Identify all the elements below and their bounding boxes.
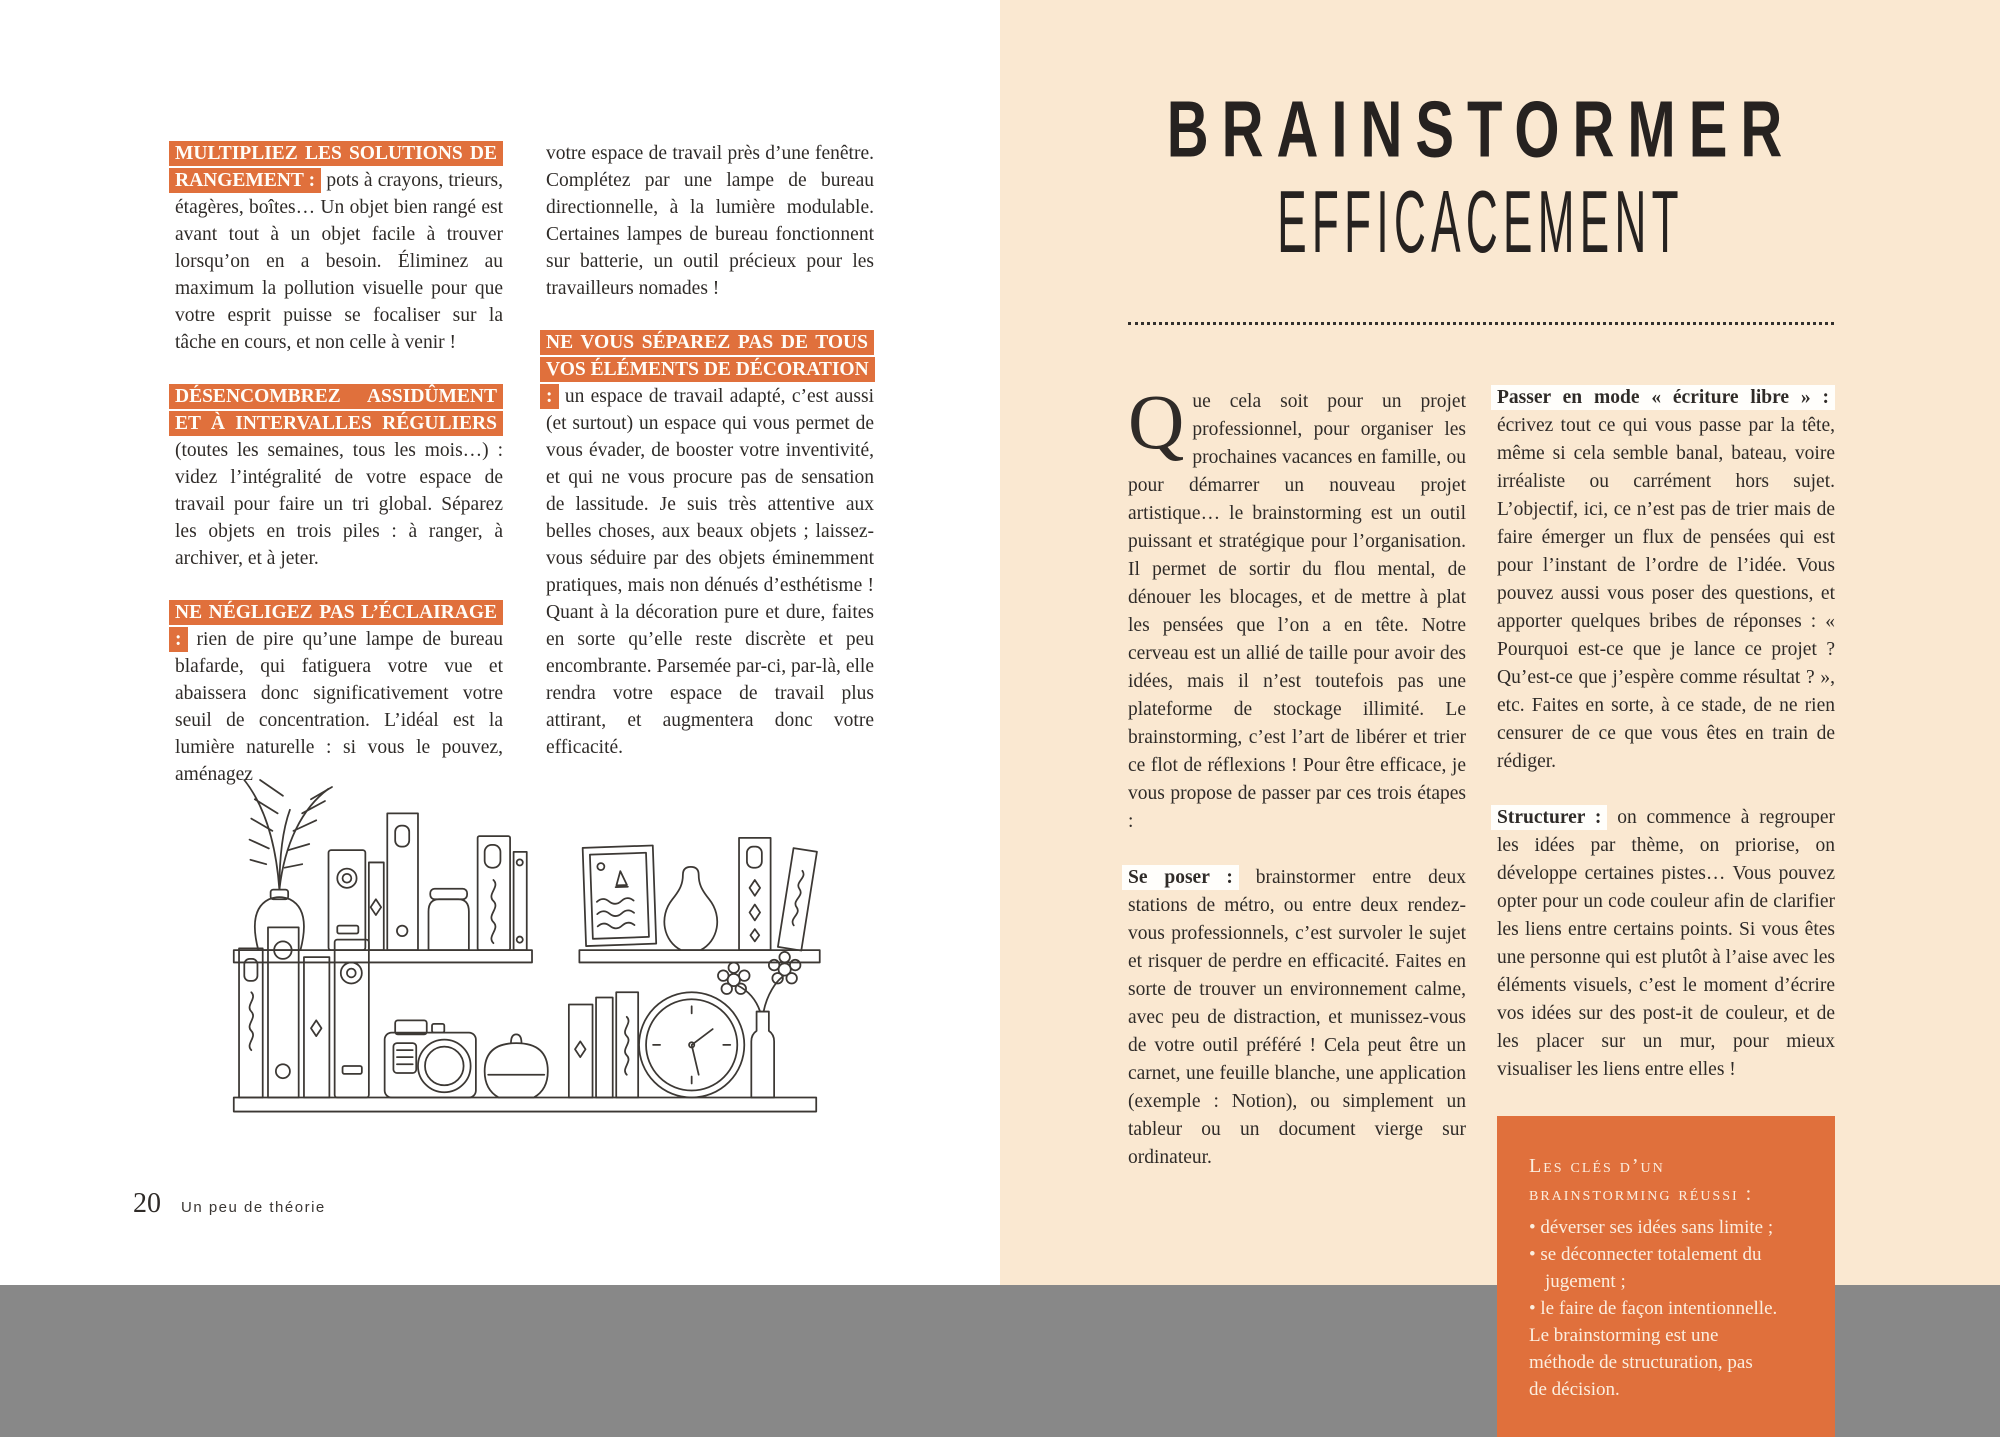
right-column-2 [1497,384,1835,1437]
key-points-callout [1497,1116,1835,1437]
callout-title: Les clés d’un brainstorming réussi : [1529,1155,1754,1205]
intro-text: ue cela soit pour un projet professionnel, pour organiser les prochaines vacances en famille, ou pour démarrer un nouveau projet artistique… le brainstorming est un outil puissant et stratégique pour l’organisation. Il permet de sortir du flou mental, de dénouer les blocages, et de mettre à plat les pensées que l’on a en tête. Notre cerveau est un allié de taille pour avoir des idées, mais il n’est toutefois pas une plateforme de stockage illimité. Le brainstorming, c’est l’art de libérer et trier ce flot de réflexions ! Pour être efficace, je vous propose de passer par ces trois étapes : [1128,391,1466,832]
dotted-divider [1128,322,1834,325]
callout-bullet: • déverser ses idées sans limite ; [1529,1214,1804,1241]
chapter-title: Un peu de théorie [181,1199,326,1216]
callout-outro: Le brainstorming est une méthode de structuration, pas de décision. [1529,1325,1753,1400]
step-text: on commence à regrouper les idées par thème, on priorise, on développe certaines pistes… Vous pouvez opter pour un code couleur afin de clarifier les liens entre certains points. Si vous êtes une personne qui est plutôt à l’aise avec les éléments visuels, c’est le moment d’écrire vos idées sur des post-it de couleur, et de les placer sur un mur, pour mieux visualiser les liens entre elles ! [1497,807,1836,1080]
right-column-1 [1128,378,1466,1200]
callout-bullet: • le faire de façon intentionnelle. [1529,1295,1804,1322]
intro-paragraph [1128,378,1466,836]
section-declutter [175,383,503,572]
step-se-poser [1128,864,1466,1172]
page-number: 20 [133,1188,161,1219]
chapter-heading [1128,84,1834,272]
section-text: votre espace de travail près d’une fenêtre. Complétez par une lampe de bureau directionnelle, à la lumière modulable. Certaines lampes de bureau fonctionnent sur batterie, un outil précieux pour les travailleurs nomades ! [546,143,874,299]
title-line-2: EFFICACEMENT [1277,173,1685,272]
drop-cap: Q [1128,378,1185,465]
section-text: rien de pire qu’une lampe de bureau blafarde, qui fatiguera votre vue et abaissera donc significativement votre seuil de concentration. L’idéal est la lumière naturelle : si vous le pouvez, aménagez [175,629,503,785]
section-heading: DÉSENCOMBREZ ASSIDÛMENT ET À INTERVALLES RÉGULIERS [169,384,503,436]
section-lighting-continued [546,140,874,302]
step-structurer [1497,804,1835,1084]
section-heading: NE NÉGLIGEZ PAS L’ÉCLAIRAGE : [169,600,503,652]
section-storage [175,140,503,356]
section-text: pots à crayons, trieurs, étagères, boîtes… Un objet bien rangé est avant tout à un objet facile à trouver lorsqu’on en a besoin. Éliminez au maximum la pollution visuelle pour que votre esprit puisse se focaliser sur la tâche en cours, et non celle à venir ! [175,170,504,353]
section-heading: NE VOUS SÉPAREZ PAS DE TOUS VOS ÉLÉMENTS DE DÉCORATION : [540,330,875,409]
step-ecriture-libre [1497,384,1835,776]
section-heading: MULTIPLIEZ LES SOLUTIONS DE RANGEMENT : [169,141,503,193]
section-text: un espace de travail adapté, c’est aussi (et surtout) un espace qui vous permet de vous évader, de booster votre inventivité, et qui ne vous procure pas de sensation de lassitude. Je suis très attentive aux belles choses, aux beaux objets ; laissez-vous séduire par des objets éminemment pratiques, mais non dénués d’esthétisme ! Quant à la décoration pure et dure, faites en sorte qu’elle reste discrète et peu encombrante. Parsemée par-ci, par-là, elle rendra votre espace de travail plus attirant, et augmentera donc votre efficacité. [546,386,874,758]
callout-bullet-list [1529,1214,1804,1322]
step-label: Structurer : [1491,805,1607,830]
section-text: (toutes les semaines, tous les mois…) : videz l’intégralité de votre espace de travail pour faire un tri global. Séparez les objets en trois piles : à ranger, à archiver, et à jeter. [175,440,503,569]
step-label: Passer en mode « écriture libre » : [1491,385,1835,410]
step-label: Se poser : [1122,865,1239,890]
step-text: brainstormer entre deux stations de métro, ou entre deux rendez-vous professionnels, c’est survoler le sujet et risquer de perdre en efficacité. Faites en sorte de trouver un environnement calme, avec peu de distraction, et munissez-vous de votre outil préféré ! Cela peut être un carnet, une feuille blanche, une application (exemple : Notion), ou simplement un tableur ou un document vierge sur ordinateur. [1128,867,1466,1168]
shelves-illustration [225,628,825,1146]
page-footer [133,1188,326,1220]
callout-bullet: • se déconnecter totalement du jugement ; [1529,1241,1804,1295]
title-line-1: BRAINSTORMER [1166,84,1796,175]
step-text: écrivez tout ce qui vous passe par la tête, même si cela semble banal, bateau, voire irréaliste ou carrément hors sujet. L’objectif, ici, ce n’est pas de trier mais de faire émerger un flux de pensées qui est pour l’instant de l’ordre de l’idée. Vous pouvez aussi vous poser des questions, et apporter quelques bribes de réponses : « Pourquoi est-ce que je lance ce projet ? Qu’est-ce que j’espère comme résultat ? », etc. Faites en sorte, à ce stade, de ne rien censurer de ce que vous êtes en train de rédiger. [1497,415,1835,772]
